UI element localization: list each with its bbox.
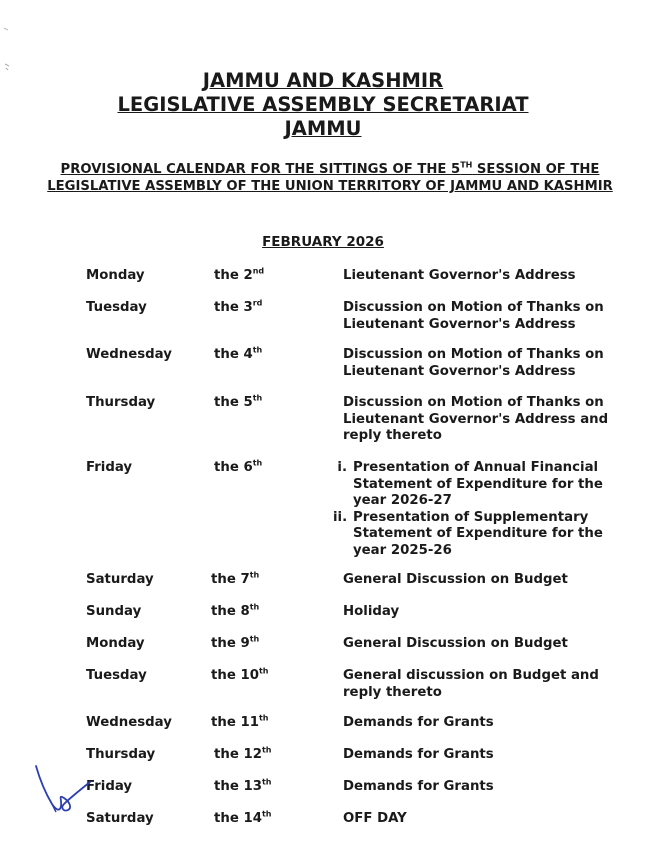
row-date: the 4th bbox=[214, 345, 263, 362]
row-date: the 10th bbox=[211, 666, 269, 683]
row-day: Monday bbox=[86, 636, 145, 651]
handwritten-initials-mark bbox=[30, 760, 100, 820]
row-business: Demands for Grants bbox=[343, 747, 494, 762]
row-day: Saturday bbox=[86, 811, 154, 826]
row-business: Discussion on Motion of Thanks on Lieutenant Governor's Address bbox=[343, 300, 604, 332]
row-business: Holiday bbox=[343, 604, 400, 619]
row-date: the 8th bbox=[211, 602, 260, 619]
row-day: Thursday bbox=[86, 747, 156, 762]
row-business: OFF DAY bbox=[343, 811, 407, 826]
row-date: the 3rd bbox=[214, 298, 263, 315]
header-line-2: LEGISLATIVE ASSEMBLY SECRETARIAT bbox=[117, 93, 529, 116]
row-day: Wednesday bbox=[86, 347, 172, 362]
row-business: Demands for Grants bbox=[343, 715, 494, 730]
row-date: the 6th bbox=[214, 458, 263, 475]
business-list-item: i. Presentation of Annual Financial Statement of Expenditure for the year 2026-27 bbox=[337, 460, 603, 508]
row-day: Sunday bbox=[86, 604, 142, 619]
row-day: Friday bbox=[86, 460, 133, 475]
row-day: Tuesday bbox=[86, 300, 147, 315]
row-business: Demands for Grants bbox=[343, 779, 494, 794]
header-line-1: JAMMU AND KASHMIR bbox=[202, 69, 444, 92]
row-date: the 14th bbox=[214, 809, 272, 826]
row-day: Friday bbox=[86, 779, 133, 794]
row-date: the 2nd bbox=[214, 266, 265, 283]
document-subtitle: PROVISIONAL CALENDAR FOR THE SITTINGS OF THE 5TH SESSION OF THE LEGISLATIVE ASSEMBLY OF THE UNION TERRITORY OF JAMMU AND KASHMIR bbox=[47, 160, 613, 194]
header-line-3: JAMMU bbox=[284, 117, 362, 140]
row-business: General Discussion on Budget bbox=[343, 572, 568, 587]
month-heading: FEBRUARY 2026 bbox=[262, 234, 384, 250]
row-business: Discussion on Motion of Thanks on Lieutenant Governor's Address and reply thereto bbox=[343, 395, 609, 443]
row-date: the 9th bbox=[211, 634, 260, 651]
row-date: the 12th bbox=[214, 745, 272, 762]
business-list-item: ii. Presentation of Supplementary Statement of Expenditure for the year 2025-26 bbox=[333, 509, 603, 558]
row-date: the 11th bbox=[211, 713, 269, 730]
row-day: Monday bbox=[86, 268, 145, 283]
row-business: General Discussion on Budget bbox=[343, 636, 568, 651]
row-day: Saturday bbox=[86, 572, 154, 587]
row-day: Wednesday bbox=[86, 715, 172, 730]
row-date: the 13th bbox=[214, 777, 272, 794]
row-business: Lieutenant Governor's Address bbox=[343, 268, 576, 283]
row-date: the 5th bbox=[214, 393, 263, 410]
row-day: Thursday bbox=[86, 395, 156, 410]
row-business: General discussion on Budget and reply thereto bbox=[343, 668, 599, 700]
row-date: the 7th bbox=[211, 570, 260, 587]
row-business bbox=[333, 460, 613, 559]
row-business: Discussion on Motion of Thanks on Lieutenant Governor's Address bbox=[343, 347, 604, 379]
row-day: Tuesday bbox=[86, 668, 147, 683]
